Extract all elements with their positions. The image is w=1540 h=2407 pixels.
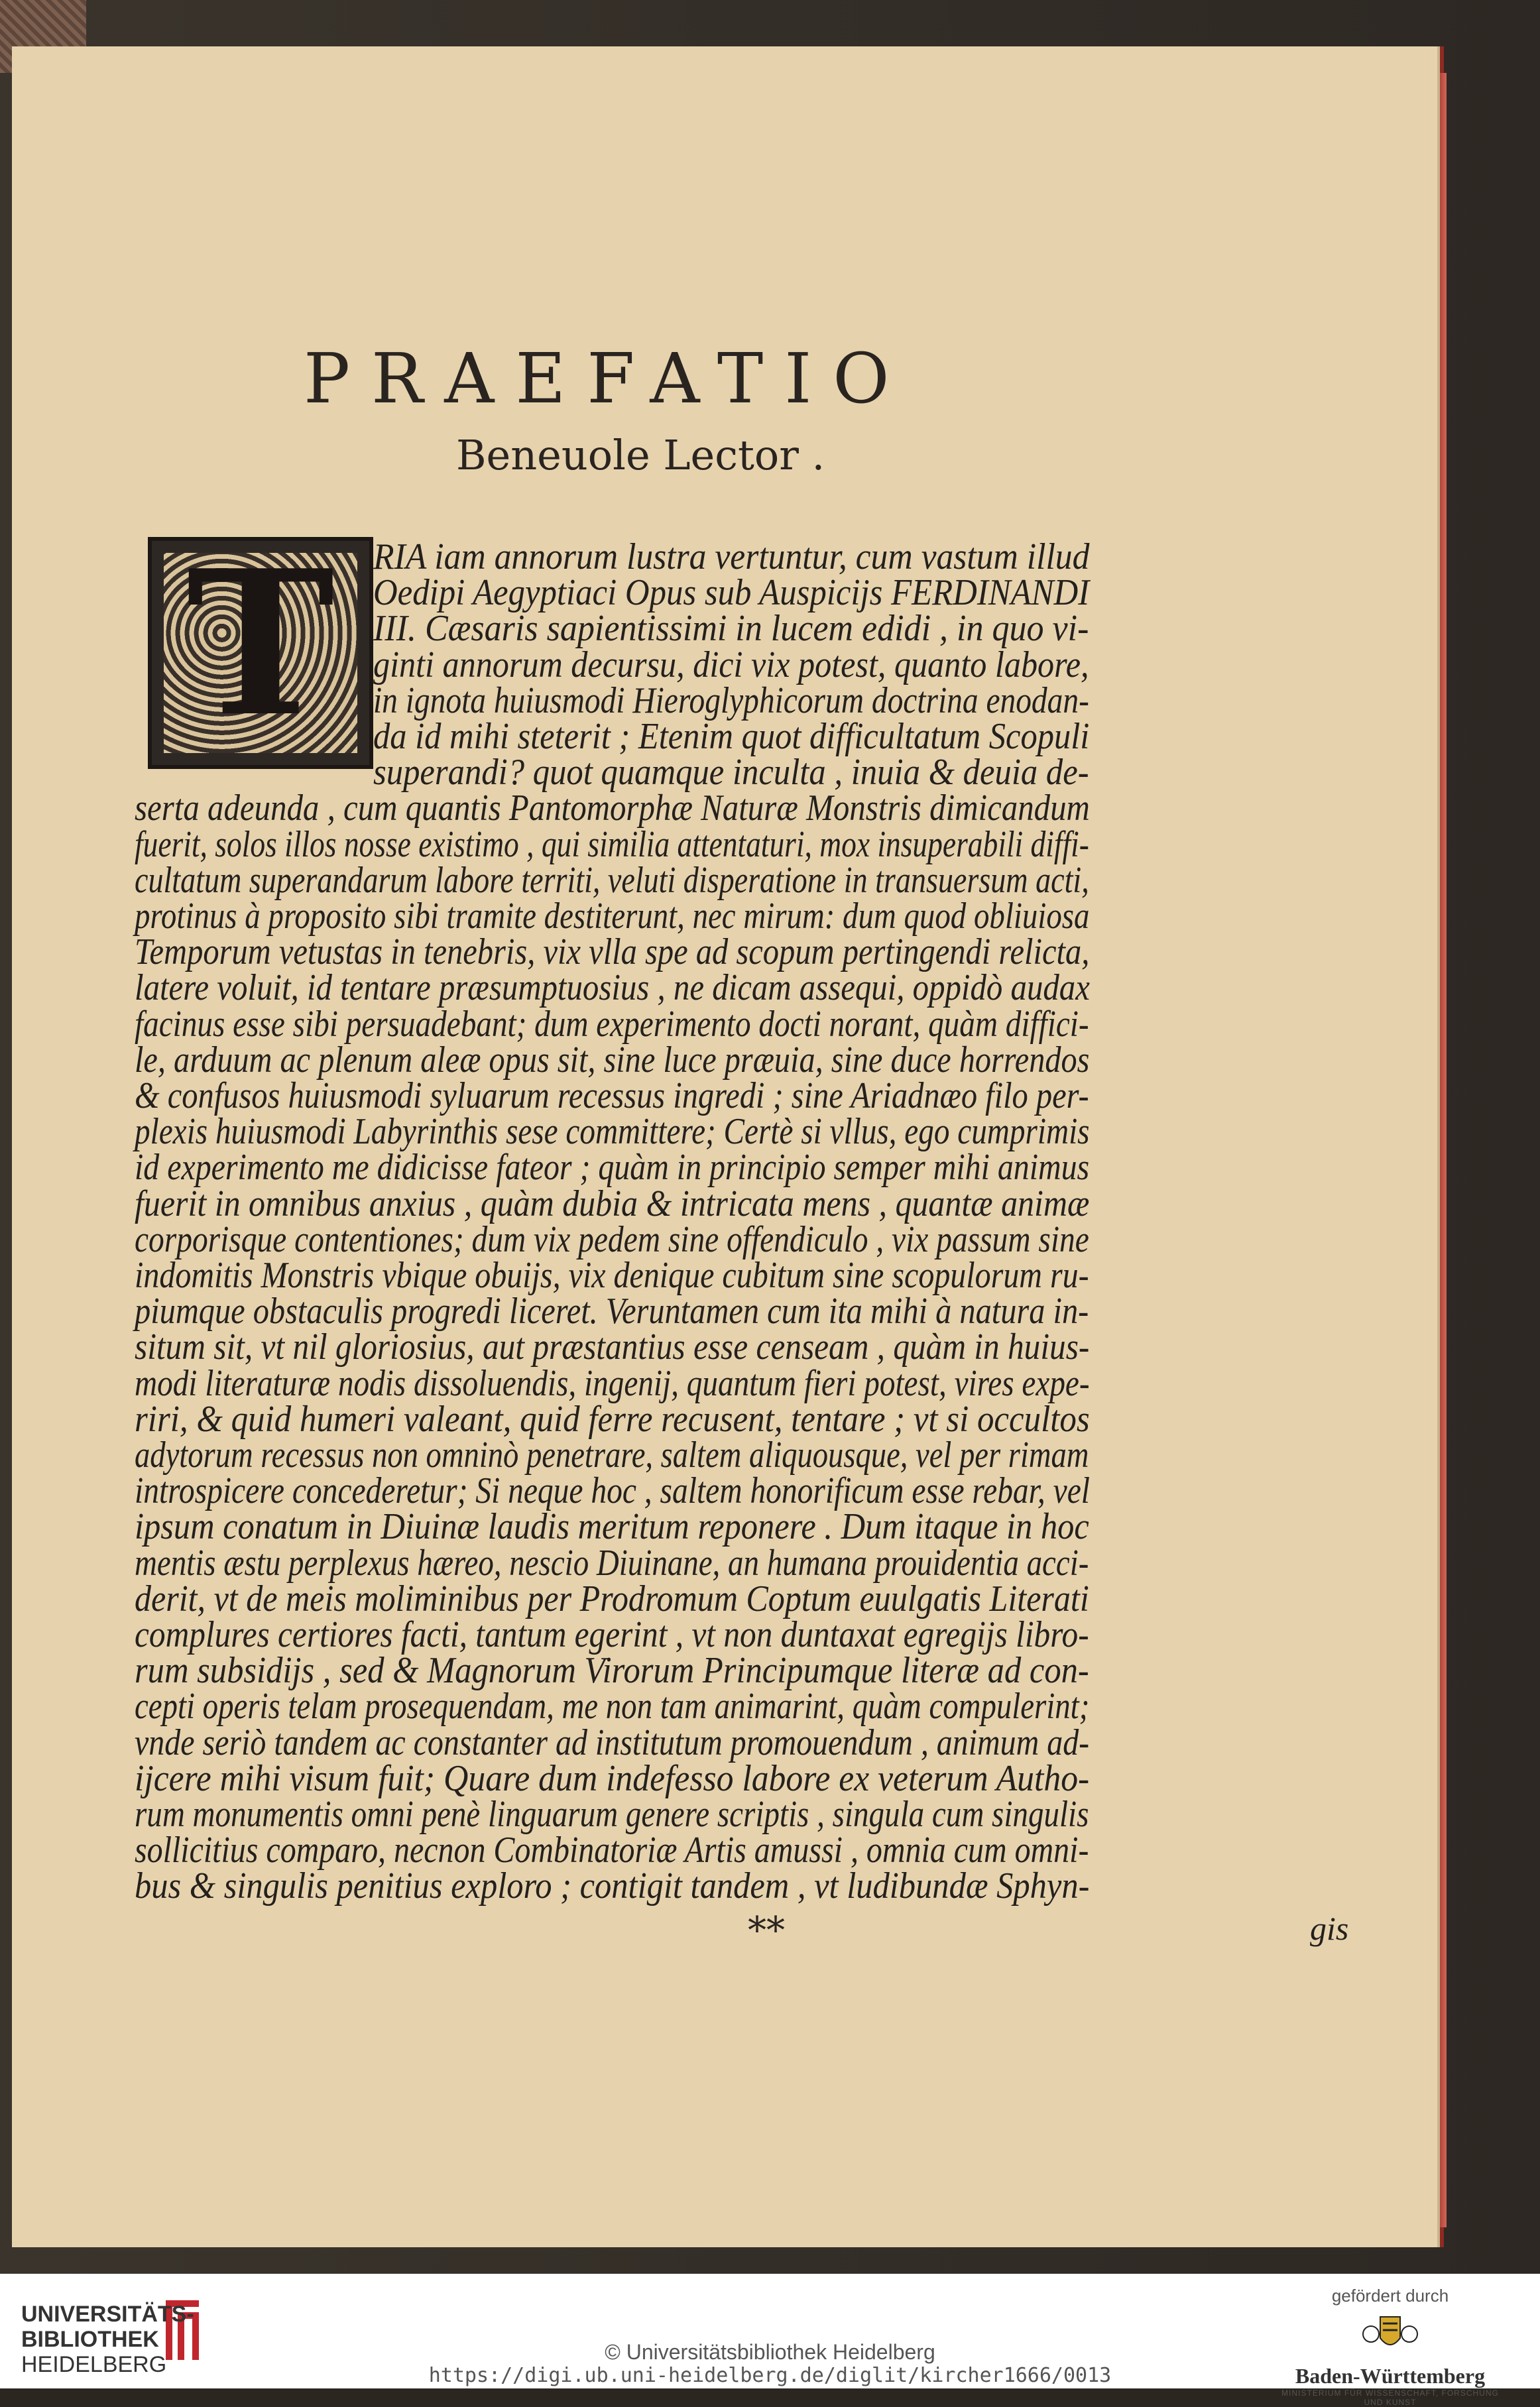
- red-page-edge: [1440, 73, 1447, 2227]
- text-line: adytorum recessus non omninò penetrare, saltem aliquousque, vel per rimam: [135, 1435, 1089, 1476]
- text-line: complures certiores facti, tantum egerint , vt non duntaxat egregijs libro-: [135, 1614, 1089, 1655]
- text-line: Temporum vetustas in tenebris, vix vlla spe ad scopum pertingendi relicta,: [135, 931, 1090, 973]
- text-line: ginti annorum decursu, dici vix potest, quanto labore,: [373, 644, 1089, 685]
- signature-mark: **: [748, 1909, 785, 1952]
- text-line: sollicitius comparo, necnon Combinatoriæ Artis amussi , omnia cum omni-: [135, 1830, 1089, 1871]
- text-line: situm sit, vt nil gloriosius, aut præstantius esse censeam , quàm in huius-: [135, 1326, 1090, 1368]
- text-line: III. Cæsaris sapientissimi in lucem edidi , in quo vi-: [373, 608, 1089, 650]
- text-line: & confusos huiusmodi syluarum recessus ingredi ; sine Ariadnæo filo per-: [135, 1075, 1089, 1116]
- funding-block: [1277, 2286, 1503, 2407]
- initial-letter: T: [186, 526, 335, 760]
- text-line: plexis huiusmodi Labyrinthis sese committere; Certè si vllus, ego cumprimis: [135, 1111, 1090, 1153]
- state-crest-icon: [1360, 2312, 1420, 2358]
- text-line: riri, & quid humeri valeant, quid ferre recusent, tentare ; vt si occultos: [135, 1398, 1090, 1440]
- text-line: indomitis Monstris vbique obuijs, vix denique cubitum sine scopulorum ru-: [135, 1255, 1089, 1296]
- text-line: cepti operis telam prosequendam, me non tam animarint, quàm compulerint;: [135, 1686, 1090, 1728]
- text-line: piumque obstaculis progredi liceret. Veruntamen cum ita mihi à natura in-: [135, 1291, 1089, 1332]
- library-name-line-3: HEIDELBERG: [21, 2352, 167, 2377]
- ornamental-initial: [148, 526, 373, 769]
- catchword: gis: [1310, 1910, 1349, 1947]
- text-line: modi literaturæ nodis dissoluendis, ingenij, quantum fieri potest, vires expe-: [135, 1362, 1090, 1404]
- page-leaf: [12, 46, 1437, 2247]
- footer-bar: [0, 2274, 1540, 2407]
- text-line: mentis æstu perplexus hæreo, nescio Diuinane, an humana prouidentia acci-: [135, 1542, 1089, 1584]
- text-line: ijcere mihi visum fuit; Quare dum indefesso labore ex veterum Autho-: [135, 1757, 1090, 1799]
- text-line: serta adeunda , cum quantis Pantomorphæ Naturæ Monstris dimicandum: [135, 788, 1090, 829]
- funder-ministry: MINISTERIUM FÜR WISSENSCHAFT, FORSCHUNG UND KUNST: [1281, 2388, 1499, 2407]
- text-line: le, arduum ac plenum aleæ opus sit, sine luce præuia, sine duce horrendos: [135, 1039, 1090, 1081]
- library-name-line-1: UNIVERSITÄTS-: [21, 2302, 194, 2327]
- text-line: protinus à proposito sibi tramite destiterunt, nec mirum: dum quod obliuiosa: [135, 896, 1090, 937]
- library-name-line-2: BIBLIOTHEK: [21, 2327, 159, 2352]
- funding-label: gefördert durch: [1331, 2286, 1449, 2306]
- text-line: vnde seriò tandem ac constanter ad institutum promouendum , animum ad-: [135, 1722, 1090, 1763]
- permalink-url[interactable]: https://digi.ub.uni-heidelberg.de/diglit/kircher1666/0013: [428, 2364, 1112, 2387]
- text-line: rum monumentis omni penè linguarum genere scriptis , singula cum singulis: [135, 1794, 1089, 1835]
- page-subtitle: Beneuole Lector .: [456, 431, 825, 479]
- text-line: introspicere concederetur; Si neque hoc , saltem honorificum esse rebar, vel: [135, 1470, 1090, 1512]
- text-line: derit, vt de meis moliminibus per Prodromum Coptum euulgatis Literati: [135, 1578, 1089, 1619]
- page-title: PRAEFATIO: [304, 338, 911, 419]
- text-line: rum subsidijs , sed & Magnorum Virorum Principumque literæ ad con-: [135, 1650, 1089, 1692]
- text-line: bus & singulis penitius exploro ; contigit tandem , vt ludibundæ Sphyn-: [135, 1865, 1090, 1907]
- text-line: RIA iam annorum lustra vertuntur, cum vastum illud: [373, 536, 1090, 577]
- text-line: in ignota huiusmodi Hieroglyphicorum doctrina enodan-: [373, 679, 1089, 721]
- text-line: fuerit, solos illos nosse existimo , qui similia attentaturi, mox insuperabili diffi-: [135, 823, 1089, 865]
- text-line: corporisque contentiones; dum vix pedem sine offendiculo , vix passum sine: [135, 1218, 1089, 1260]
- text-line: da id mihi steterit ; Etenim quot difficultatum Scopuli: [373, 716, 1090, 757]
- text-line: cultatum superandarum labore territi, veluti disperatione in transuersum acti,: [135, 859, 1089, 901]
- text-line: Oedipi Aegyptiaci Opus sub Auspicijs FERDINANDI: [373, 572, 1090, 614]
- text-line: ipsum conatum in Diuinæ laudis meritum reponere . Dum itaque in hoc: [135, 1506, 1089, 1548]
- text-line: id experimento me didicisse fateor ; quàm in principio semper mihi animus: [135, 1147, 1090, 1189]
- text-line: fuerit in omnibus anxius , quàm dubia & intricata mens , quantæ animæ: [135, 1183, 1090, 1224]
- text-line: latere voluit, id tentare præsumptuosius , ne dicam assequi, oppidò audax: [135, 967, 1090, 1009]
- text-line: superandi? quot quamque inculta , inuia & deuia de-: [373, 752, 1089, 793]
- text-line: facinus esse sibi persuadebant; dum experimento docti norant, quàm diffici-: [135, 1003, 1089, 1045]
- copyright-notice: © Universitätsbibliothek Heidelberg: [605, 2340, 935, 2364]
- funder-name: Baden-Württemberg: [1295, 2364, 1486, 2388]
